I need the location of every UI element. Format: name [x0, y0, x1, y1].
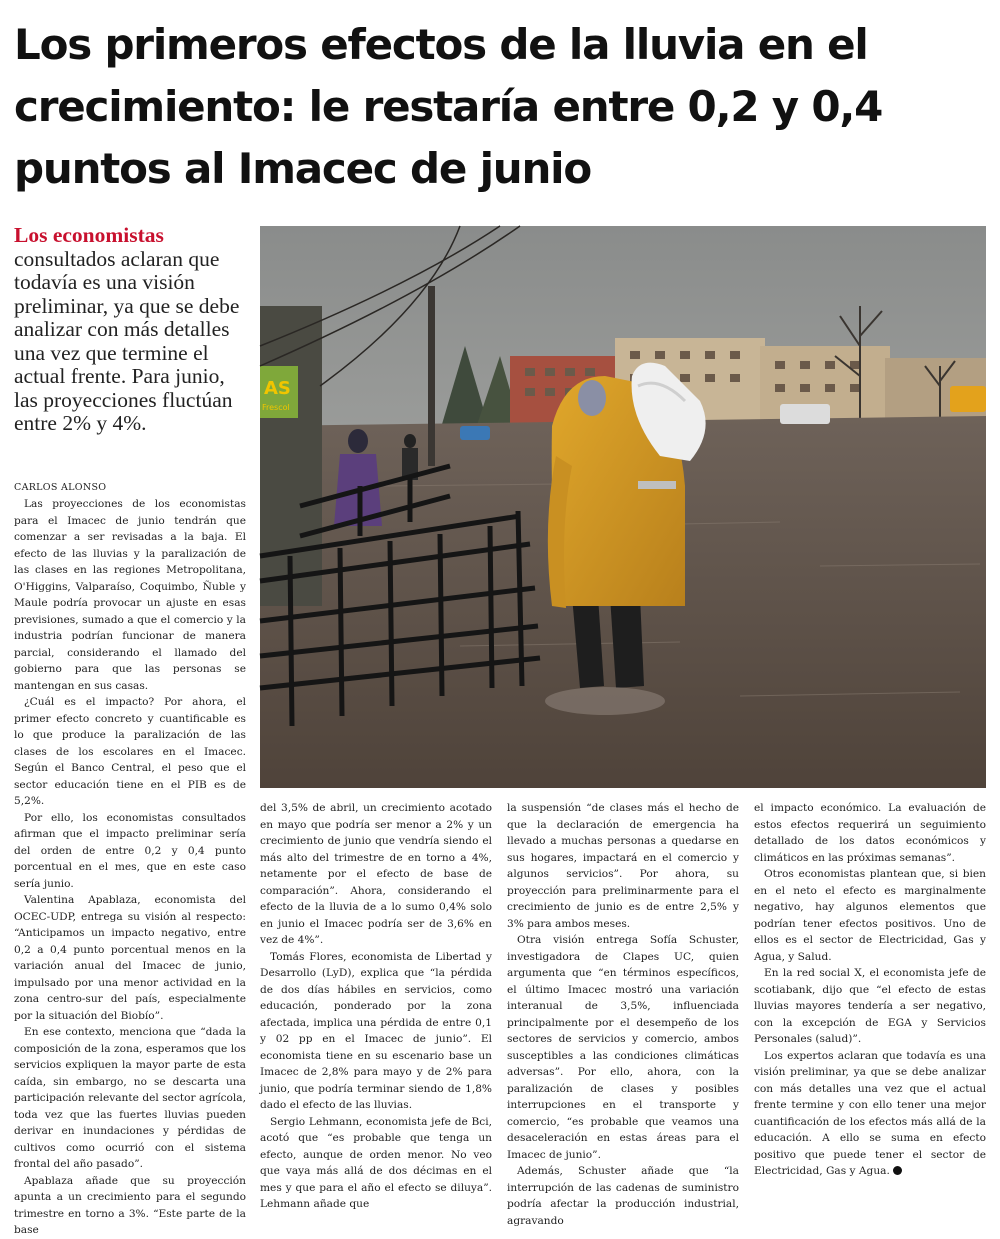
- shop-sign-text: AS: [264, 378, 291, 399]
- bus: [950, 386, 986, 412]
- paragraph: Valentina Apablaza, economista del OCEC-UDP, entrega su visión al respecto: “Anticipamos un impacto negativo, entre 0,2 a 0,4 punto porcentual menos en la variación anual del Imacec de junio, impulsado por una menor actividad en la zona centro-sur del país, especialmente por la situación del Biobío”.: [14, 894, 246, 1022]
- headline: Los primeros efectos de la lluvia en el crecimiento: le restaría entre 0,2 y 0,4 puntos al Imacec de junio: [14, 20, 883, 193]
- byline: CARLOS ALONSO: [14, 482, 107, 493]
- paragraph: la suspensión “de clases más el hecho de que la declaración de emergencia ha llevado a muchas personas a quedarse en sus hogares, impactará en el comercio y algunos servicios”. Por ahora, su proyección para preliminarmente para el crecimiento de junio es de entre 2,5% y 3% para ambos meses.: [507, 802, 739, 930]
- paragraph: el impacto económico. La evaluación de estos efectos requerirá un seguimiento detallado de los datos económicos y climáticos en las próximas semanas”.: [754, 802, 986, 864]
- car: [780, 404, 830, 424]
- paragraph: En ese contexto, menciona que “dada la composición de la zona, esperamos que los servicios expliquen la mayor parte de esta caída, sin embargo, no se descarta una participación relevante del sector agrícola, toda vez que las fuertes lluvias pueden derivar en inundaciones y pérdidas de cultivos como ocurrió con el sistema frontal del año pasado”.: [14, 1026, 246, 1170]
- shop-sign-subtext: Frescol: [262, 403, 290, 412]
- paragraph: En la red social X, el economista jefe de scotiabank, dijo que “el efecto de estas lluvias mayores tendería a ser negativo, con la excepción de EGA y Servicios Personales (salud)”.: [754, 967, 986, 1045]
- article-column-3: [507, 800, 739, 1227]
- end-of-article-icon: [893, 1166, 902, 1175]
- paragraph: Otros economistas plantean que, si bien en el neto el efecto es marginalmente negativo, hay algunos elementos que podrían tener efectos positivos. Uno de ellos es el sector de Electricidad, Gas y Agua, y Salud.: [754, 868, 986, 963]
- pedestrian: [348, 429, 368, 453]
- article-column-4: [754, 800, 986, 1177]
- utility-pole: [428, 286, 435, 466]
- paragraph: Apablaza añade que su proyección apunta a un crecimiento para el segundo trimestre en torno a 3%. “Este parte de la base: [14, 1174, 246, 1236]
- car: [460, 426, 490, 440]
- article-column-2: [260, 800, 492, 1210]
- paragraph: Además, Schuster añade que “la interrupción de las cadenas de suministro podría afectar la producción industrial, agravando: [507, 1165, 739, 1227]
- lead-summary: [14, 224, 248, 436]
- paragraph: Otra visión entrega Sofía Schuster, investigadora de Clapes UC, quien argumenta que “en términos específicos, el último Imacec mostró una variación interanual de 3,5%, influenciada principalmente por el desempeño de los sectores de servicios y comercio, ambos susceptibles a las condiciones climáticas adversas”. Por ello, ahora, con la paralización de clases y posibles interrupciones en el transporte y comercio, “es probable que veamos una desaceleración en estas áreas para el Imacec de junio”.: [507, 934, 739, 1161]
- paragraph: Las proyecciones de los economistas para el Imacec de junio tendrán que comenzar a ser revisadas a la baja. El efecto de las lluvias y la paralización de las clases en las regiones Metropolitana, O'Higgins, Valparaíso, Coquimbo, Ñuble y Maule podría provocar un ajuste en esas previsiones, sumado a que el comercio y la industria podrían funcionar de manera parcial, considerando el llamado del gobierno para que las personas se mantengan en sus casas.: [14, 498, 246, 692]
- paragraph: Tomás Flores, economista de Libertad y Desarrollo (LyD), explica que “la pérdida de dos días hábiles en servicios, como educación, ponderado por la zona afectada, implica una pérdida de entre 0,1 y 02 pp en el Imacec de junio”. El economista tiene en su escenario base un Imacec de 2,8% para mayo y de 2% para junio, que podría terminar siendo de 1,8% dado el efecto de las lluvias.: [260, 950, 492, 1111]
- lead-strong: Los economistas: [14, 223, 164, 247]
- article-column-1: [14, 496, 246, 1236]
- paragraph: del 3,5% de abril, un crecimiento acotado en mayo que podría ser menor a 2% y un crecimiento de junio que vendría siendo el más alto del trimestre de en torno a 4%, netamente por el efecto de base de comparación”. Ahora, considerando el efecto de la lluvia de a lo sumo 0,4% solo en junio el Imacec podría ser de 3,6% en vez de 4%”.: [260, 802, 492, 946]
- flood-photo: [260, 226, 986, 788]
- paragraph: Sergio Lehmann, economista jefe de Bci, acotó que “es probable que tenga un efecto, aunque de orden menor. No veo que vaya más allá de dos décimas en el mes y que para el año el efecto se diluya”. Lehmann añade que: [260, 1115, 492, 1210]
- paragraph-text: Los expertos aclaran que todavía es una visión preliminar, ya que se debe analizar con más detalles una vez que el actual frente termine y con ello tener una mejor cuantificación de los efectos más allá de la educación. A ello se suma en efecto positivo que puede tener el sector de Electricidad, Gas y Agua.: [754, 1049, 986, 1177]
- lead-text: consultados aclaran que todavía es una visión preliminar, ya que se debe analizar con más detalles una vez que termine el actual frente. Para junio, las proyecciones fluctúan entre 2% y 4%.: [14, 246, 240, 435]
- paragraph: Por ello, los economistas consultados afirman que el impacto preliminar sería del orden de entre 0,2 y 0,4 punto porcentual en el mes, que en este caso sería junio.: [14, 811, 246, 890]
- paragraph: ¿Cuál es el impacto? Por ahora, el primer efecto concreto y cuantificable es lo que produce la paralización de las clases de los escolares en el Imacec. Según el Banco Central, el peso que el sector educación tiene en el PIB es de 5,2%.: [14, 696, 246, 807]
- paragraph: [754, 1048, 986, 1180]
